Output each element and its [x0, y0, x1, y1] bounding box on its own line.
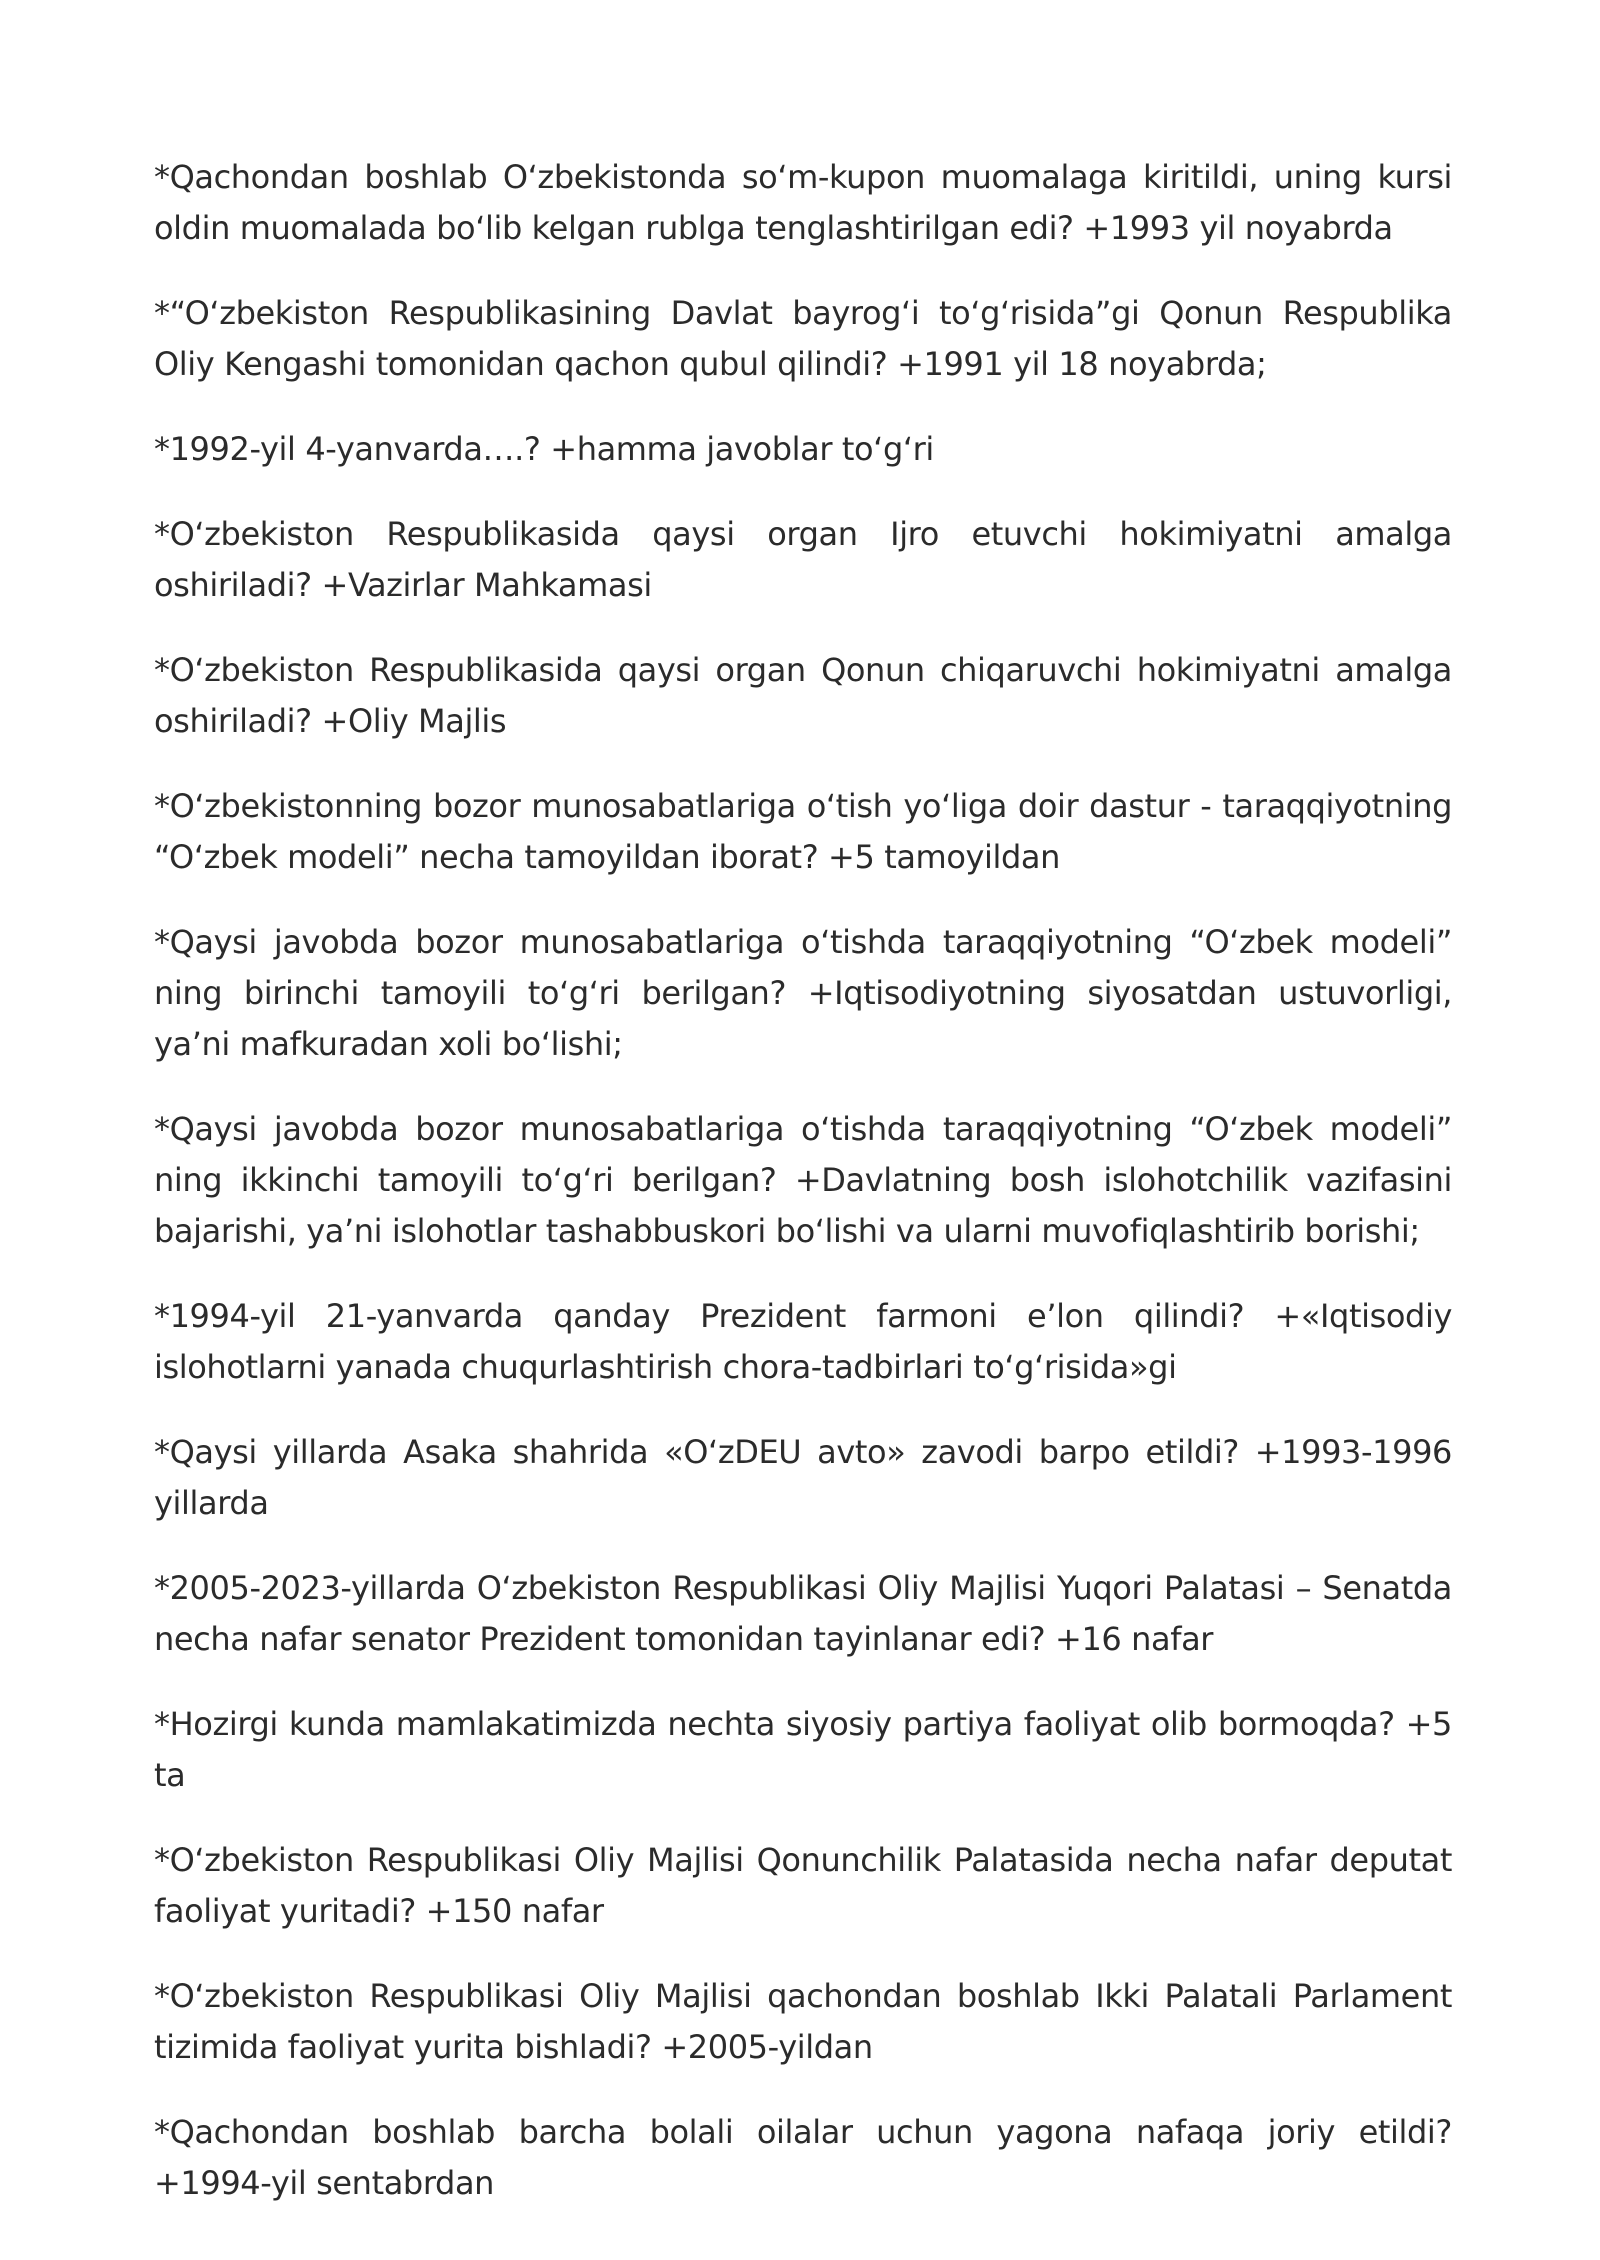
qa-item: *O‘zbekistonning bozor munosabatlariga o‘tish yo‘liga doir dastur - taraqqiyotning “O‘zbek modeli” necha tamoyildan iborat? +5 tamoyildan — [154, 787, 1452, 876]
qa-item: *O‘zbekiston Respublikasida qaysi organ Ijro etuvchi hokimiyatni amalga oshiriladi? +Vazirlar Mahkamasi — [154, 515, 1452, 604]
qa-item: *Qaysi yillarda Asaka shahrida «O‘zDEU avto» zavodi barpo etildi? +1993-1996 yillarda — [154, 1433, 1452, 1522]
qa-list — [154, 152, 1452, 2243]
qa-item: *2005-2023-yillarda O‘zbekiston Respublikasi Oliy Majlisi Yuqori Palatasi – Senatda necha nafar senator Prezident tomonidan tayinlanar edi? +16 nafar — [154, 1569, 1452, 1658]
qa-item: *O‘zbekiston Respublikasi Oliy Majlisi Qonunchilik Palatasida necha nafar deputat faoliyat yuritadi? +150 nafar — [154, 1841, 1452, 1930]
qa-item: *O‘zbekiston Respublikasi Oliy Majlisi qachondan boshlab Ikki Palatali Parlament tizimida faoliyat yurita bishladi? +2005-yildan — [154, 1977, 1452, 2066]
qa-item: *O‘zbekiston Respublikasida qaysi organ Qonun chiqaruvchi hokimiyatni amalga oshiriladi? +Oliy Majlis — [154, 651, 1452, 740]
qa-item: *Hozirgi kunda mamlakatimizda nechta siyosiy partiya faoliyat olib bormoqda? +5 ta — [154, 1705, 1452, 1794]
qa-item: *“O‘zbekiston Respublikasining Davlat bayrog‘i to‘g‘risida”gi Qonun Respublika Oliy Kengashi tomonidan qachon qubul qilindi? +1991 yil 18 noyabrda; — [154, 294, 1452, 383]
qa-item: *Qachondan boshlab barcha bolali oilalar uchun yagona nafaqa joriy etildi? +1994-yil sentabrdan — [154, 2113, 1452, 2202]
qa-item: *1994-yil 21-yanvarda qanday Prezident farmoni e’lon qilindi? +«Iqtisodiy islohotlarni yanada chuqurlashtirish chora-tadbirlari to‘g‘risida»gi — [154, 1297, 1452, 1386]
qa-item: *Qachondan boshlab O‘zbekistonda so‘m-kupon muomalaga kiritildi, uning kursi oldin muomalada bo‘lib kelgan rublga tenglashtirilgan edi? +1993 yil noyabrda — [154, 158, 1452, 247]
qa-item: *1992-yil 4-yanvarda….? +hamma javoblar to‘g‘ri — [154, 430, 934, 468]
qa-item: *Qaysi javobda bozor munosabatlariga o‘tishda taraqqiyotning “O‘zbek modeli” ning ikkinchi tamoyili to‘g‘ri berilgan? +Davlatning bosh islohotchilik vazifasini bajarishi, ya’ni islohotlar tashabbuskori bo‘lishi va ularni muvofiqlashtirib borishi; — [154, 1110, 1452, 1250]
qa-item: *Qaysi javobda bozor munosabatlariga o‘tishda taraqqiyotning “O‘zbek modeli” ning birinchi tamoyili to‘g‘ri berilgan? +Iqtisodiyotning siyosatdan ustuvorligi, ya’ni mafkuradan xoli bo‘lishi; — [154, 923, 1452, 1063]
